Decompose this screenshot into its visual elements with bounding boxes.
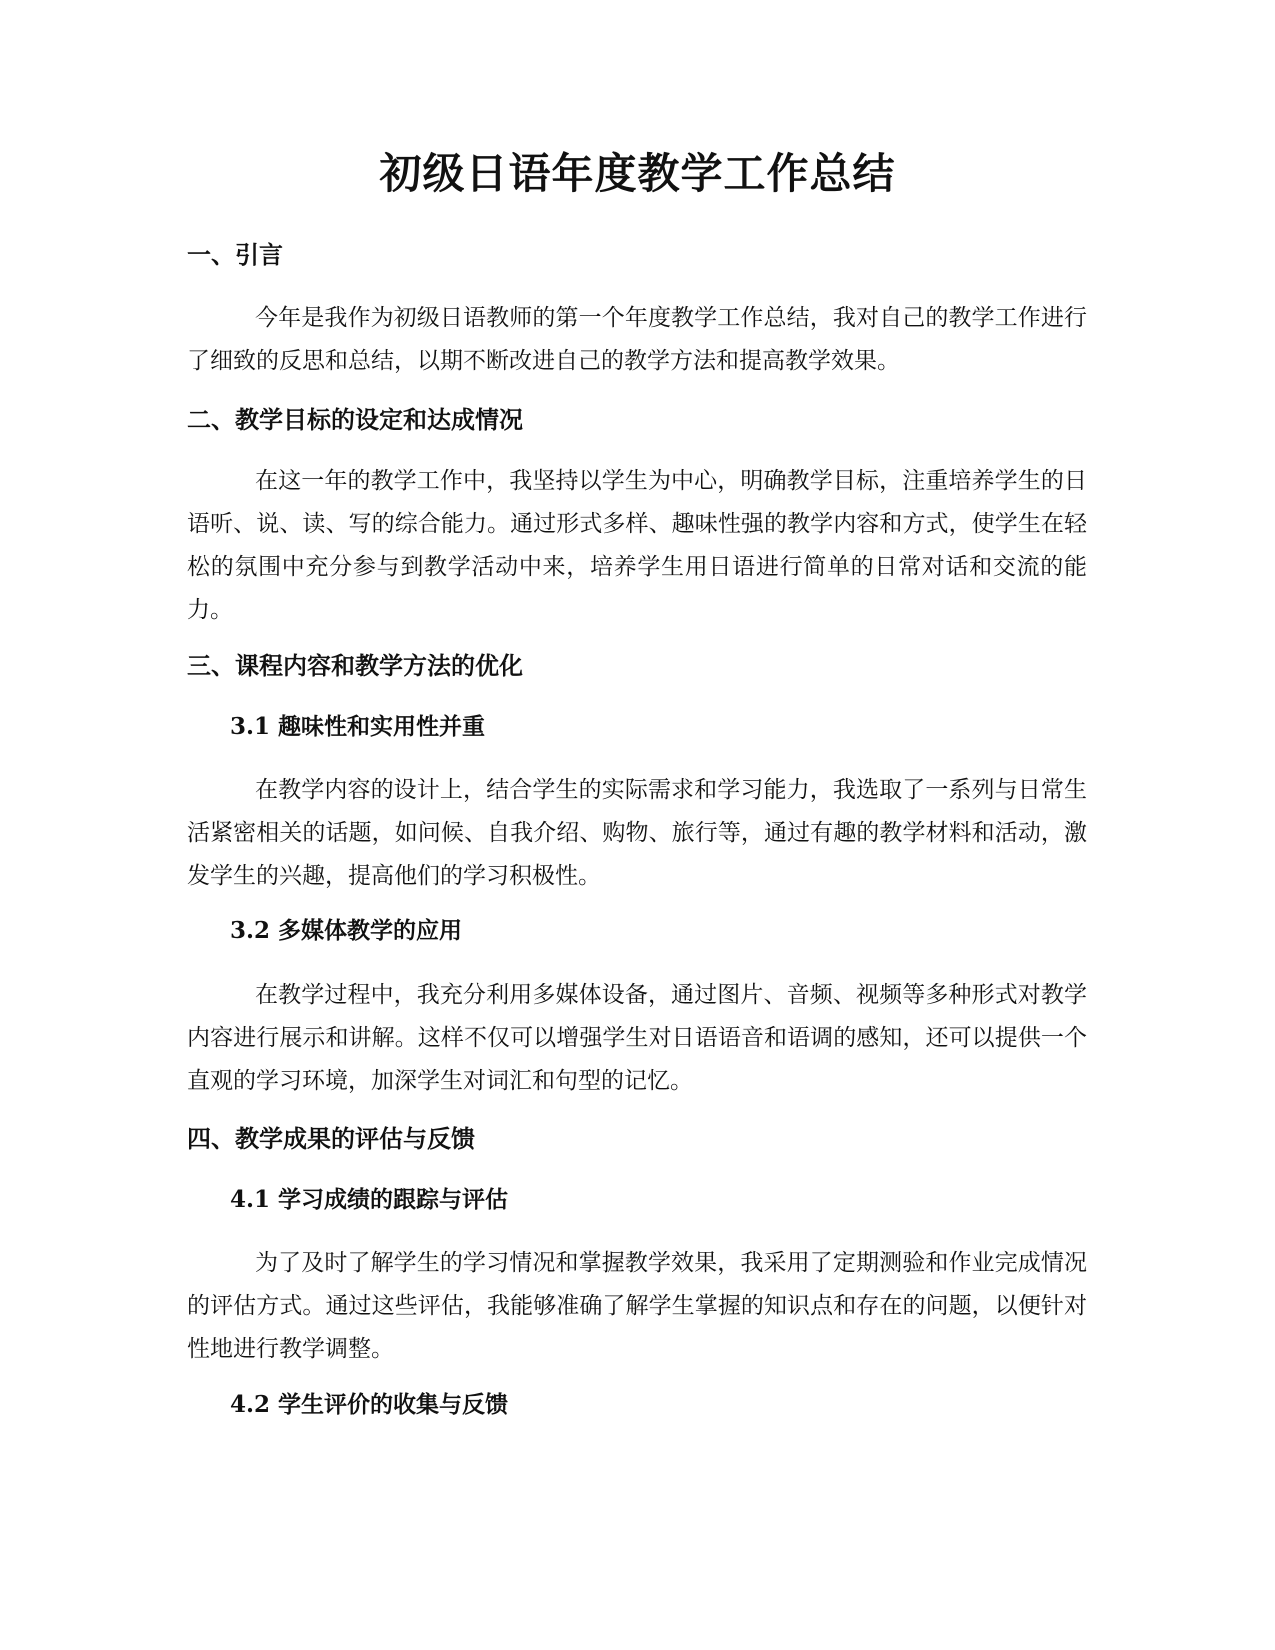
subsection-heading-4-2: 4.2 学生评价的收集与反馈 — [230, 1391, 509, 1418]
subsection-paragraph-3-1: 在教学内容的设计上，结合学生的实际需求和学习能力，我选取了一系列与日常生活紧密相关的话题，如问候、自我介绍、购物、旅行等，通过有趣的教学材料和活动，激发学生的兴趣，提高他们的学习积极性。 — [187, 777, 1087, 889]
section-paragraph-introduction: 今年是我作为初级日语教师的第一个年度教学工作总结，我对自己的教学工作进行了细致的反思和总结，以期不断改进自己的教学方法和提高教学效果。 — [187, 305, 1087, 374]
subsection-heading-3-1: 3.1 趣味性和实用性并重 — [230, 713, 486, 740]
section-paragraph-goals: 在这一年的教学工作中，我坚持以学生为中心，明确教学目标，注重培养学生的日语听、说、读、写的综合能力。通过形式多样、趣味性强的教学内容和方式，使学生在轻松的氛围中充分参与到教学活动中来，培养学生用日语进行简单的日常对话和交流的能力。 — [187, 468, 1087, 623]
subsection-heading-4-1: 4.1 学习成绩的跟踪与评估 — [230, 1186, 509, 1213]
subsection-heading-3-2: 3.2 多媒体教学的应用 — [230, 917, 463, 944]
subsection-paragraph-3-2: 在教学过程中，我充分利用多媒体设备，通过图片、音频、视频等多种形式对教学内容进行展示和讲解。这样不仅可以增强学生对日语语音和语调的感知，还可以提供一个直观的学习环境，加深学生对词汇和句型的记忆。 — [187, 982, 1087, 1094]
section-heading-goals: 二、教学目标的设定和达成情况 — [187, 406, 523, 434]
subsection-paragraph-4-1: 为了及时了解学生的学习情况和掌握教学效果，我采用了定期测验和作业完成情况的评估方式。通过这些评估，我能够准确了解学生掌握的知识点和存在的问题，以便针对性地进行教学调整。 — [187, 1250, 1087, 1362]
section-heading-assessment: 四、教学成果的评估与反馈 — [187, 1125, 475, 1153]
section-heading-introduction: 一、引言 — [187, 241, 283, 269]
section-heading-course-optimization: 三、课程内容和教学方法的优化 — [187, 652, 523, 680]
document-title: 初级日语年度教学工作总结 — [379, 149, 896, 198]
